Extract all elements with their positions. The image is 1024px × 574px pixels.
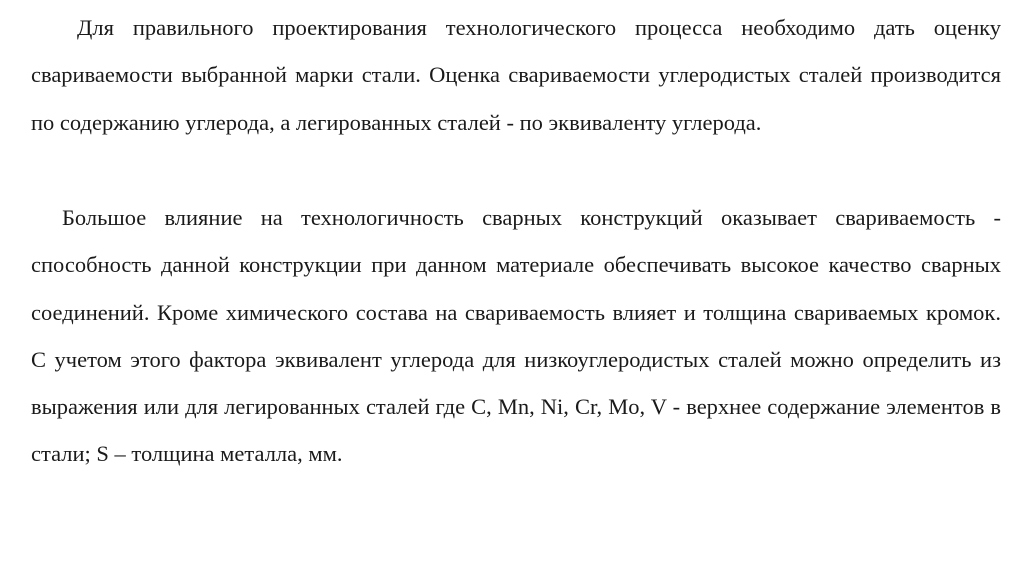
paragraph-carbon-equivalent: Большое влияние на технологичность сварных конструкций оказывает свариваемость - способность данной конструкции при данном материале обеспечивать высокое качество сварных соединений. Кроме химического состава на свариваемость влияет и толщина свариваемых кромок. С учетом этого фактора эквивалент углерода для низкоуглеродистых сталей можно определить из выражения или для легированных сталей где C, Mn, Ni, Cr, Mo, V - верхнее содержание элементов в стали; S – толщина металла, мм. bbox=[31, 205, 1001, 467]
paragraph-weldability-assessment: Для правильного проектирования технологического процесса необходимо дать оценку свариваемости выбранной марки стали. Оценка свариваемости углеродистых сталей производится по содержанию углерода, а легированных сталей - по эквиваленту углерода. bbox=[31, 15, 1001, 135]
